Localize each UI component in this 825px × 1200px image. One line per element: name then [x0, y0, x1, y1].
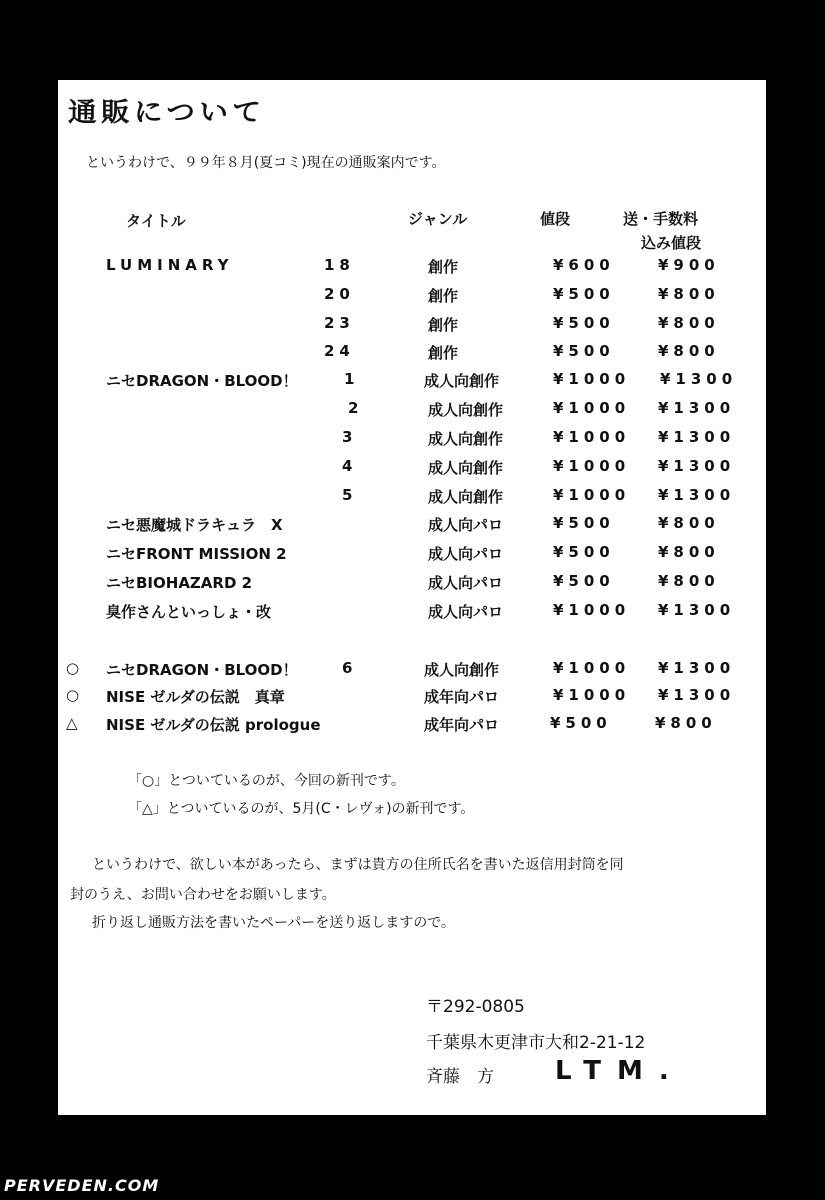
paragraph-line-1: というわけで、欲しい本があったら、まずは貴方の住所氏名を書いた返信用封筒を同: [92, 857, 624, 873]
row-total: ¥1300: [660, 370, 738, 388]
row-volume: 1: [344, 370, 360, 388]
row-total: ¥800: [658, 543, 720, 561]
row-title: ニセ悪魔城ドラキュラ X: [106, 516, 283, 534]
row-volume: 24: [324, 342, 355, 360]
row-volume: 6: [342, 659, 358, 677]
row-total: ¥1300: [658, 659, 736, 677]
circle-name: LTM.: [555, 1056, 685, 1086]
paragraph-line-2: 封のうえ、お問い合わせをお願いします。: [70, 887, 336, 903]
paragraph-line-3: 折り返し通販方法を書いたペーパーを送り返しますので。: [92, 915, 456, 931]
row-genre: 創作: [428, 287, 459, 305]
row-total: ¥1300: [658, 428, 736, 446]
row-genre: 成人向創作: [428, 459, 504, 477]
row-total: ¥800: [658, 314, 720, 332]
row-total: ¥800: [655, 714, 717, 732]
header-total-line2: 込み値段: [641, 234, 702, 252]
row-mark: △: [66, 714, 78, 732]
row-total: ¥1300: [658, 399, 736, 417]
row-price: ¥500: [553, 314, 615, 332]
row-genre: 成人向創作: [428, 488, 504, 506]
row-price: ¥500: [553, 342, 615, 360]
row-volume: 23: [324, 314, 355, 332]
row-total: ¥900: [658, 256, 720, 274]
row-genre: 成人向パロ: [428, 516, 504, 534]
row-total: ¥800: [658, 342, 720, 360]
row-total: ¥800: [658, 285, 720, 303]
row-price: ¥1000: [553, 370, 631, 388]
row-genre: 成人向創作: [428, 430, 504, 448]
header-total: 送・手数料: [623, 210, 699, 228]
row-genre: 成人向創作: [424, 372, 500, 390]
row-price: ¥500: [553, 285, 615, 303]
row-price: ¥1000: [553, 659, 631, 677]
postal-code: 〒292-0805: [426, 997, 525, 1017]
row-price: ¥1000: [553, 601, 631, 619]
row-genre: 成年向パロ: [424, 688, 500, 706]
row-price: ¥600: [553, 256, 615, 274]
row-price: ¥1000: [553, 486, 631, 504]
row-price: ¥1000: [553, 399, 631, 417]
row-mark: ○: [66, 686, 80, 704]
header-title: タイトル: [126, 212, 186, 230]
row-genre: 創作: [428, 316, 459, 334]
row-price: ¥500: [553, 543, 615, 561]
row-mark: ○: [66, 659, 80, 677]
row-genre: 成人向創作: [424, 661, 500, 679]
row-genre: 成年向パロ: [424, 716, 500, 734]
row-total: ¥800: [658, 514, 720, 532]
row-title: ニセDRAGON・BLOOD！: [106, 661, 298, 679]
header-genre: ジャンル: [408, 210, 468, 228]
row-total: ¥1300: [658, 486, 736, 504]
row-volume: 2: [348, 399, 364, 417]
row-volume: 3: [342, 428, 358, 446]
row-price: ¥1000: [553, 686, 631, 704]
note-new-release: 「○」とついているのが、今回の新刊です。: [128, 773, 405, 789]
row-genre: 成人向創作: [428, 401, 504, 419]
row-genre: 成人向パロ: [428, 574, 504, 592]
note-previous-release: 「△」とついているのが、5月(C・レヴォ)の新刊です。: [128, 801, 475, 817]
row-total: ¥1300: [658, 686, 736, 704]
row-price: ¥1000: [553, 428, 631, 446]
row-price: ¥1000: [553, 457, 631, 475]
row-title: NISE ゼルダの伝説 真章: [106, 688, 285, 706]
row-genre: 成人向パロ: [428, 545, 504, 563]
row-title: NISE ゼルダの伝説 prologue: [106, 716, 321, 734]
row-price: ¥500: [553, 514, 615, 532]
row-volume: 20: [324, 285, 355, 303]
row-volume: 4: [342, 457, 358, 475]
row-genre: 創作: [428, 258, 459, 276]
header-price: 値段: [540, 210, 571, 228]
row-price: ¥500: [553, 572, 615, 590]
row-price: ¥500: [550, 714, 612, 732]
row-volume: 18: [324, 256, 355, 274]
row-title: LUMINARY: [106, 256, 234, 274]
page-title: 通販について: [68, 98, 266, 128]
row-volume: 5: [342, 486, 358, 504]
row-title: ニセFRONT MISSION 2: [106, 545, 287, 563]
row-title: 臭作さんといっしょ・改: [106, 603, 272, 621]
row-total: ¥1300: [658, 457, 736, 475]
paper-page: [58, 80, 766, 1115]
row-total: ¥800: [658, 572, 720, 590]
row-total: ¥1300: [658, 601, 736, 619]
row-genre: 成人向パロ: [428, 603, 504, 621]
watermark: PERVEDEN.COM: [4, 1176, 160, 1195]
recipient-name: 斉藤 方: [426, 1067, 494, 1087]
row-genre: 創作: [428, 344, 459, 362]
street-address: 千葉県木更津市大和2-21-12: [426, 1033, 646, 1053]
intro-text: というわけで、９９年８月(夏コミ)現在の通販案内です。: [86, 155, 446, 171]
row-title: ニセDRAGON・BLOOD！: [106, 372, 298, 390]
row-title: ニセBIOHAZARD 2: [106, 574, 253, 592]
